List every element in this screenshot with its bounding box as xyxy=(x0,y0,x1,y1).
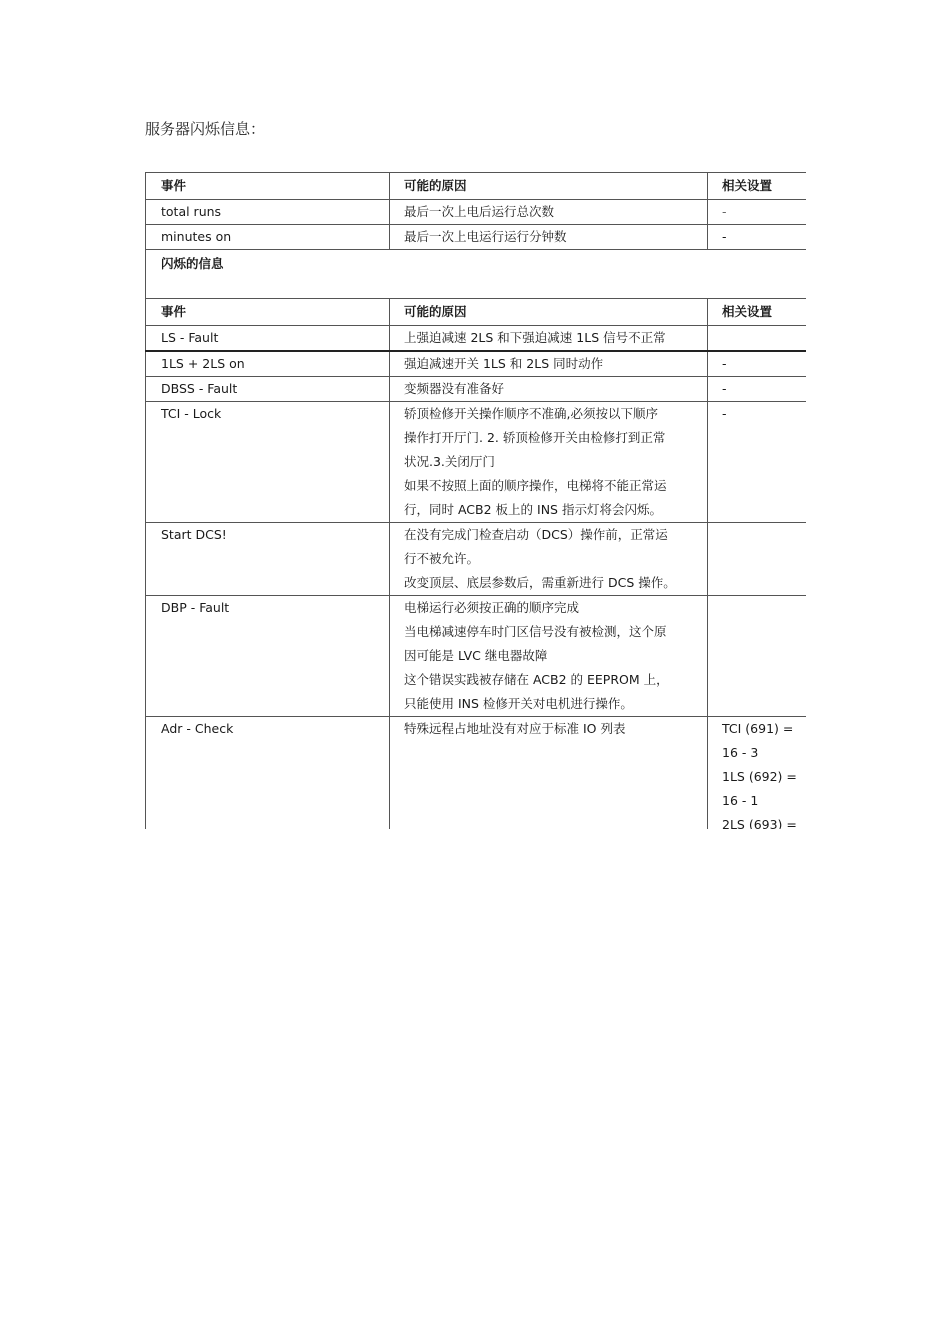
reason-line: 这个错误实践被存储在 ACB2 的 EEPROM 上， xyxy=(404,672,669,687)
setting-line: - xyxy=(722,356,727,371)
event-cell: Adr - Check xyxy=(146,717,390,830)
reason-cell xyxy=(390,596,708,717)
setting-cell xyxy=(708,377,807,402)
event-cell: 1LS + 2LS on xyxy=(146,351,390,377)
reason-line: 因可能是 LVC 继电器故障 xyxy=(404,648,548,663)
reason-line: 电梯运行必须按正确的顺序完成 xyxy=(404,600,580,615)
table-row xyxy=(146,377,807,402)
setting-cell xyxy=(708,402,807,523)
table-row xyxy=(146,351,807,377)
table2-header-row xyxy=(146,299,807,326)
event-cell: total runs xyxy=(146,200,390,225)
page-heading: 服务器闪烁信息： xyxy=(145,120,266,138)
event-cell: LS - Fault xyxy=(146,326,390,352)
reason-cell xyxy=(390,326,708,352)
reason-line: 变频器没有准备好 xyxy=(404,381,505,396)
event-cell: Start DCS! xyxy=(146,523,390,596)
header-setting: 相关设置 xyxy=(708,299,807,326)
header-event: 事件 xyxy=(146,299,390,326)
reason-cell xyxy=(390,717,708,830)
flash-info-table-container xyxy=(145,172,806,829)
event-cell: DBP - Fault xyxy=(146,596,390,717)
setting-line: - xyxy=(722,406,727,421)
table-row xyxy=(146,523,807,596)
reason-line: 行不被允许。 xyxy=(404,551,480,566)
reason-line: 轿顶检修开关操作顺序不准确,必须按以下顺序 xyxy=(404,406,658,421)
setting-line: 16 - 1 xyxy=(722,793,759,808)
flash-info-table xyxy=(145,172,806,829)
setting-cell xyxy=(708,717,807,830)
section-title: 闪烁的信息 xyxy=(146,250,807,299)
reason-cell xyxy=(390,402,708,523)
reason-line: 强迫减速开关 1LS 和 2LS 同时动作 xyxy=(404,356,604,371)
setting-cell: - xyxy=(708,200,807,225)
table-row xyxy=(146,225,807,250)
setting-line: - xyxy=(722,381,727,396)
reason-line: 只能使用 INS 检修开关对电机进行操作。 xyxy=(404,696,633,711)
setting-line: 16 - 3 xyxy=(722,745,759,760)
table-row xyxy=(146,200,807,225)
table1-header-row xyxy=(146,173,807,200)
reason-line: 在没有完成门检查启动（DCS）操作前，正常运 xyxy=(404,527,668,542)
reason-line: 状况.3.关闭厅门 xyxy=(404,454,495,469)
setting-cell xyxy=(708,596,807,717)
reason-cell: 最后一次上电后运行总次数 xyxy=(390,200,708,225)
event-cell: minutes on xyxy=(146,225,390,250)
reason-line: 改变顶层、底层参数后，需重新进行 DCS 操作。 xyxy=(404,575,676,590)
header-reason: 可能的原因 xyxy=(390,173,708,200)
table-row xyxy=(146,596,807,717)
setting-cell xyxy=(708,523,807,596)
reason-line: 上强迫减速 2LS 和下强迫减速 1LS 信号不正常 xyxy=(404,330,666,345)
reason-cell xyxy=(390,523,708,596)
setting-cell: - xyxy=(708,225,807,250)
header-setting: 相关设置 xyxy=(708,173,807,200)
event-cell: TCI - Lock xyxy=(146,402,390,523)
reason-line: 操作打开厅门. 2. 轿顶检修开关由检修打到正常 xyxy=(404,430,666,445)
setting-line: 1LS (692) = xyxy=(722,769,797,784)
table-row xyxy=(146,402,807,523)
setting-cell xyxy=(708,351,807,377)
reason-cell: 最后一次上电运行运行分钟数 xyxy=(390,225,708,250)
reason-line: 特殊远程占地址没有对应于标准 IO 列表 xyxy=(404,721,626,736)
section-row xyxy=(146,250,807,299)
setting-cell xyxy=(708,326,807,352)
header-reason: 可能的原因 xyxy=(390,299,708,326)
header-event: 事件 xyxy=(146,173,390,200)
table-row xyxy=(146,326,807,352)
setting-line: 2LS (693) = xyxy=(722,817,797,829)
reason-cell xyxy=(390,377,708,402)
reason-cell xyxy=(390,351,708,377)
reason-line: 当电梯减速停车时门区信号没有被检测，这个原 xyxy=(404,624,667,639)
table-row xyxy=(146,717,807,830)
setting-line: TCI (691) = xyxy=(722,721,794,736)
event-cell: DBSS - Fault xyxy=(146,377,390,402)
reason-line: 行，同时 ACB2 板上的 INS 指示灯将会闪烁。 xyxy=(404,502,662,517)
reason-line: 如果不按照上面的顺序操作，电梯将不能正常运 xyxy=(404,478,667,493)
